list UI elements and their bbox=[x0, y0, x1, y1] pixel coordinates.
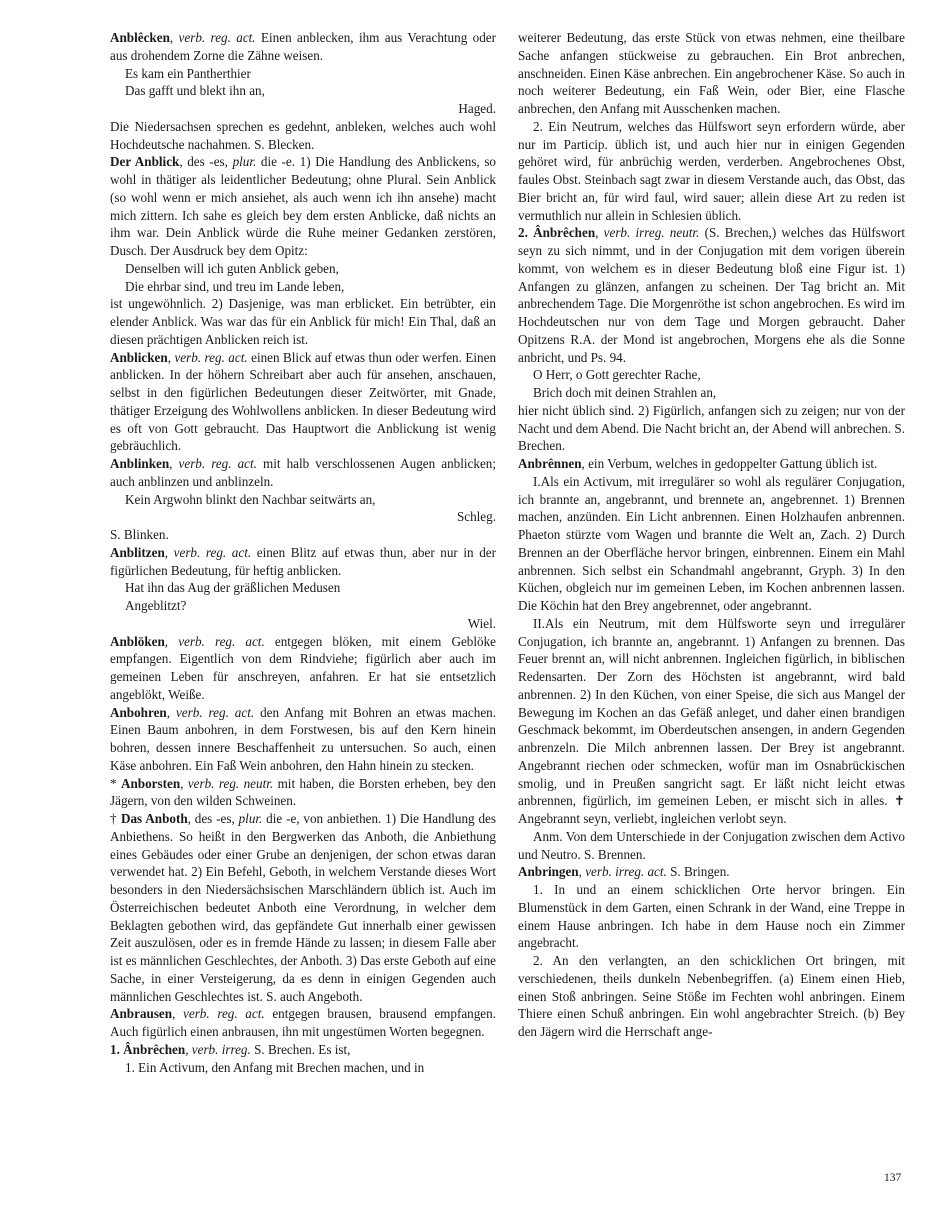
verse-line: Die ehrbar sind, und treu im Lande leben, bbox=[125, 278, 345, 294]
definition-text: die -e. 1) Die Handlung des Anblickens, so wohl in thätiger als leidentlicher Bedeutung; ohne Plural. Sein Anblick (so wohl wenn er mich ansiehet, als auch wenn ich ihn ansehe) macht mich zittern. Ich sahe es gleich bey dem ersten Anblicke, daß nichts an ihm war. Dein Anblick würde die Ruhe meiner Gedanken zerstören, Dusch. Der Ausdruck bey dem Opitz: bbox=[110, 154, 497, 258]
paragraph: I.Als ein Activum, mit irregulärer so wohl als regulärer Conjugation, ich brannte an, angebrannt, und brennete an, angebrennet. 1) Brennen machen, anzünden. Ein Licht anbrennen. Einen Holzhaufen anbrennen. Phaeton stürzte vom Wagen und brannte die Welt an, Zach. 2) Durch Brennen an der Oberfläche hervor bringen, einbrennen. Einem ein Mahl anbrennen. Sich selbst ein Schandmahl angebrannt, Gryph. 3) In den Küchen, obgleich nur im gemeinen Leben, im Kochen anbrennen lassen. Die Köchin hat den Brey angebrennet, oder angebrannt. bbox=[518, 473, 905, 613]
headword: Anbringen bbox=[518, 864, 579, 880]
page-number: 137 bbox=[884, 1172, 902, 1184]
verse-line: Es kam ein Pantherthier bbox=[125, 65, 251, 81]
headword: Anbrausen bbox=[110, 1006, 173, 1022]
entry-anblick bbox=[110, 153, 496, 260]
headword: Anbohren bbox=[110, 704, 167, 720]
entry-anbrechen2: 2. Ânbrêchen, verb. irreg. neutr. (S. Brechen,) welches das Hülfswort seyn zu sich nimmt, und in der Conjugation mit dem vorigen überein kommt, von welchem es in dieser Bedeutung bloß eine Figur ist. 1) Anfangen zu glänzen, anfangen zu scheinen. Der Tag bricht an. Mit anbrechendem Tage. Die Morgenröthe ist schon angebrochen. Es wird im Hochdeutschen nur von dem Tage und Morgen gebraucht. Daher Opitzens R.A. der Mond ist angebrochen, Morgens ehe als die Sonne anbricht, und Ps. 94. bbox=[518, 225, 905, 365]
grammar-label: verb. reg. act. bbox=[178, 30, 256, 45]
definition-text: entgegen brausen, brausend empfangen. Auch figürlich einen anbrausen, ihn mit ungestümen Worten begegnen. bbox=[110, 1006, 496, 1039]
definition-text: einen Blitz auf etwas thun, aber nur in der figürlichen Bedeutung, für heftig anblicken. bbox=[110, 544, 496, 578]
headword: Anblêcken bbox=[110, 30, 170, 45]
paragraph: 2. Ein Neutrum, welches das Hülfswort seyn erfordern würde, aber nur im Particip. üblich ist, und auch hier nur in einigen Gegenden gehöret wird, für anbrüchig werden, verderben. Angebrochenes Obst, faules Obst. Steinbach sagt zwar in diesem Verstande auch, das Obst, das Bier bricht an, für wird faul, wird sauer; allein diese Art zu reden ist vermuthlich nur allein in Schlesien üblich. bbox=[518, 118, 905, 223]
paragraph: ist ungewöhnlich. 2) Dasjenige, was man erblicket. Ein betrübter, ein elender Anblick. Was war das für ein Anblick für mich! Ein Thal, daß an diesen prächtigen Anblicken reich ist. bbox=[110, 296, 496, 347]
definition-text: S. Bringen. bbox=[666, 864, 730, 880]
definition-text: mit halb verschlossenen Augen anblicken; auch anblinzen und anblinzeln. bbox=[110, 456, 497, 489]
entry-mark: † bbox=[110, 811, 121, 826]
verse-line: Das gafft und blekt ihn an, bbox=[125, 83, 265, 99]
paragraph: 2. An den verlangten, an den schicklichen Ort bringen, mit verschiedenen, theils dunkeln Nebenbegriffen. (a) Einem einen Hieb, einen Stoß anbringen. Seine Stöße im Fechten wohl anbringen. Einem Thiere einen Schuß anbringen. Ein wohl angebrachter Streich. (b) Bey den Jägern wird die Herrschaft ange- bbox=[518, 953, 905, 1039]
paragraph: weiterer Bedeutung, das erste Stück von etwas nehmen, eine theilbare Sache anfangen stückweise zu gebrauchen. Ein Brot anbrechen, anschneiden. Einen Käse anbrechen. Ein angebrochener Käse. So auch in noch weiterer Bedeutung, ein Faß Wein, oder Bier, eine Flasche anbrechen, den Anfang mit Ausschenken machen. bbox=[518, 30, 905, 116]
entry-anborsten: * Anborsten, verb. reg. neutr. mit haben, die Borsten erheben, bey den Jägern, von den wilden Schweinen. bbox=[110, 775, 496, 809]
entry-anbrennen bbox=[518, 455, 905, 473]
headword: 1. Ânbrêchen bbox=[110, 1041, 186, 1057]
entry-anbloken: Anblöken, verb. reg. act. entgegen blöken, mit einem Geblöke empfangen. Eigentlich von dem Rindviehe; figürlich aber auch im gemeinen Leben für anschreyen, anfahren. Er hat sie entsetzlich angeblökt, Weiße. bbox=[110, 633, 497, 702]
grammar-label: plur. bbox=[238, 811, 263, 826]
headword: Anborsten bbox=[120, 775, 181, 791]
paragraph: Anm. Von dem Unterschiede in der Conjugation zwischen dem Activo und Neutro. S. Brennen. bbox=[518, 828, 905, 862]
grammar-label: verb. irreg. neutr. bbox=[603, 225, 700, 241]
definition-text: (S. Brechen,) welches das Hülfswort seyn zu sich nimmt, und in der Conjugation mit dem vorigen überein kommt, von welchem es in dieser Bedeutung bloß eine Figur ist. 1) Anfangen zu glänzen, anfangen zu scheinen. Der Tag bricht an. Mit anbrechendem Tage. Die Morgenröthe ist schon angebrochen. Es wird im Hochdeutschen nur von dem Tage und Morgen gebraucht. Daher Opitzens R.A. der Mond ist angebrochen, Morgens ehe als die Sonne anbricht, und Ps. 94. bbox=[518, 225, 905, 365]
headword: 2. Ânbrêchen bbox=[518, 225, 596, 241]
entry-anbringen: Anbringen, verb. irreg. act. S. Bringen. bbox=[518, 864, 730, 880]
headword: Anblöken bbox=[110, 633, 165, 649]
paragraph: II.Als ein Neutrum, mit dem Hülfsworte seyn und irregulärer Conjugation, ich brannte an, angebrannt. 1) Anfangen zu brennen. Das Feuer brennt an, will nicht anbrennen. Ingleichen figürlich, in biblischen Redensarten. Der Zorn des Höchsten ist angebrannt, wird bald anbrennen. 2) In den Küchen, von einer Speise, die sich aus Mangel der Bewegung im Kochen an das Gefäß anleget, und daher einen brandigen Geschmack bekommt, im Oberdeutschen ansengen, in andern Gegenden anbrenzeln. Die Milch anbrennen lassen. Der Brey ist angebrannt. Angebrannt riechen oder schmecken, wofür man im Osnabrückischen smolig, und in Preußen sangricht sagt. Er läßt nicht leicht etwas anbrennen, figürlich, im gemeinen Leben, er mischt sich in alles. ✝ Angebrannt seyn, verliebt, ingleichen verlobt seyn. bbox=[518, 615, 905, 826]
grammar-label: plur. bbox=[232, 154, 257, 170]
verse-line: Hat ihn das Aug der gräßlichen Medusen bbox=[125, 580, 341, 596]
entry-anbrechen1: 1. Ânbrêchen, verb. irreg. S. Brechen. Es ist, bbox=[110, 1041, 351, 1057]
definition-text: mit haben, die Borsten erheben, bey den Jägern, von den wilden Schweinen. bbox=[110, 775, 496, 809]
headword: Anbrênnen bbox=[518, 456, 582, 471]
paragraph: 1. In und an einem schicklichen Orte hervor bringen. Ein Blumenstück in dem Garten, einen Schrank in der Wand, eine Treppe in einem Hause anbringen. Ich habe in dem Hause noch ein Zimmer angebracht. bbox=[518, 882, 905, 951]
source-citation: Wiel. bbox=[467, 615, 496, 631]
paragraph: 1. Ein Activum, den Anfang mit Brechen machen, und in bbox=[125, 1059, 425, 1075]
definition-text: S. Brechen. Es ist, bbox=[250, 1041, 351, 1057]
source-citation: Haged. bbox=[458, 101, 496, 116]
headword: Anblinken bbox=[110, 456, 170, 471]
verse-line: O Herr, o Gott gerechter Rache, bbox=[533, 367, 701, 383]
verse-line: Angeblitzt? bbox=[125, 598, 187, 613]
left-column bbox=[110, 29, 496, 1076]
grammar-label: verb. reg. act. bbox=[183, 1006, 265, 1022]
right-column bbox=[518, 29, 905, 1041]
grammar-label: verb. irreg. act. bbox=[585, 864, 667, 880]
paragraph: Die Niedersachsen sprechen es gedehnt, anbleken, welches auch wohl Hochdeutsche nachahmen. S. Blecken. bbox=[110, 118, 496, 152]
grammar-label: verb. irreg. bbox=[191, 1041, 251, 1057]
entry-anbohren: Anbohren, verb. reg. act. den Anfang mit Bohren an etwas machen. Einen Baum anbohren, in dem Forstwesen, bis auf den Kern hinein bohren, dessen innere Beschaffenheit zu untersuchen. So auch, einen Käse anbohren. Ein Faß Wein anbohren, den Hahn hinein zu stecken. bbox=[110, 704, 497, 773]
entry-anblinken: Anblinken, verb. reg. act. mit halb verschlossenen Augen anblicken; auch anblinzen und anblinzeln. bbox=[110, 456, 497, 489]
grammar-label: verb. reg. act. bbox=[174, 349, 248, 365]
source-citation: Schleg. bbox=[456, 509, 496, 525]
definition-text: , ein Verbum, welches in gedoppelter Gattung üblich ist. bbox=[581, 456, 878, 471]
entry-anbrausen: Anbrausen, verb. reg. act. entgegen brausen, brausend empfangen. Auch figürlich einen anbrausen, ihn mit ungestümen Worten begegnen. bbox=[110, 1006, 496, 1039]
verse-line: Kein Argwohn blinkt den Nachbar seitwärts an, bbox=[125, 491, 376, 507]
headword: Anblitzen bbox=[110, 544, 165, 560]
grammar-label: verb. reg. act. bbox=[178, 456, 257, 471]
entry-anblecken: Anblêcken, verb. reg. act. Einen anblecken, ihm aus Verachtung oder aus drohendem Zorne die Zähne weisen. bbox=[110, 30, 496, 63]
headword: Anblicken bbox=[110, 349, 168, 365]
entry-anblicken: Anblicken, verb. reg. act. einen Blick auf etwas thun oder werfen. Einen anblicken. In der höhern Schreibart aber auch für ansehen, anschauen, selbst in den figürlichen Bedeutungen dieser Zeitwörter, mit Gnade, thätiger Erzeigung des Wohlwollens anblicken. In dieser Bedeutung wird es oft von Gott gebraucht. Das Hauptwort die Anblickung ist wenig gebräuchlich. bbox=[110, 349, 497, 454]
definition-text: einen Blick auf etwas thun oder werfen. Einen anblicken. In der höhern Schreibart aber auch für ansehen, anschauen, selbst in den figürlichen Bedeutungen dieser Zeitwörter, mit Gnade, thätiger Erzeigung des Wohlwollens anblicken. In dieser Bedeutung wird es oft von Gott gebraucht. Das Hauptwort die Anblickung ist wenig gebräuchlich. bbox=[110, 349, 497, 454]
grammar-label: verb. reg. neutr. bbox=[187, 775, 274, 791]
entry-mark: * bbox=[110, 775, 121, 791]
headword: Der Anblick bbox=[110, 154, 180, 170]
definition-text: die -e, von anbiethen. 1) Die Handlung des Anbiethens. So heißt in den Bergwerken das Anboth, die Anbiethung eines Gebäudes oder einer Grube an denjenigen, der schon etwas daran verwendet hat. 2) Ein Befehl, Geboth, in welchem Verstande dieses Wort besonders in den Niedersächsischen Marschländern üblich ist. Auch im Österreichischen bedeutet Anboth eine Verordnung, in welcher dem Beklagten gebothen wird, das gepfändete Gut innerhalb einer gewissen Zeit auszulösen, oder es in fremde Hände zu lassen; in diesem Falle aber ist es männlichen Geschlechtes, der Anboth. 3) Das erste Geboth auf eine Sache, in einer Versteigerung, da es denn in einigen Gegenden auch männlichen Geschlechtes ist. S. auch Angeboth. bbox=[110, 811, 496, 1004]
paragraph: hier nicht üblich sind. 2) Figürlich, anfangen sich zu zeigen; nur von der Nacht und dem Abend. Die Nacht bricht an, der Abend will anbrechen. S. Brechen. bbox=[518, 402, 905, 454]
definition-text: Einen anblecken, ihm aus Verachtung oder aus drohendem Zorne die Zähne weisen. bbox=[110, 30, 496, 63]
verse-line: Denselben will ich guten Anblick geben, bbox=[125, 260, 339, 276]
grammar-label: verb. reg. act. bbox=[173, 544, 252, 560]
headword: Das Anboth bbox=[120, 811, 188, 826]
definition-text: entgegen blöken, mit einem Geblöke empfangen. Eigentlich von dem Rindviehe; figürlich aber auch im gemeinen Leben für anschreyen, anfahren. Er hat sie entsetzlich angeblökt, Weiße. bbox=[110, 633, 497, 702]
verse-line: Brich doch mit deinen Strahlen an, bbox=[533, 385, 717, 400]
definition-text: den Anfang mit Bohren an etwas machen. Einen Baum anbohren, in dem Forstwesen, bis auf den Kern hinein bohren, dessen innere Beschaffenheit zu untersuchen. So auch, einen Käse anbohren. Ein Faß Wein anbohren, den Hahn hinein zu stecken. bbox=[110, 704, 497, 773]
paragraph: S. Blinken. bbox=[110, 527, 169, 542]
entry-inflection: , des -es, bbox=[179, 154, 233, 170]
entry-inflection: , des -es, bbox=[187, 811, 239, 826]
entry-anblitzen: Anblitzen, verb. reg. act. einen Blitz auf etwas thun, aber nur in der figürlichen Bedeutung, für heftig anblicken. bbox=[110, 544, 496, 578]
grammar-label: verb. reg. act. bbox=[175, 704, 255, 720]
grammar-label: verb. reg. act. bbox=[178, 633, 265, 649]
entry-anboth bbox=[110, 810, 496, 1005]
